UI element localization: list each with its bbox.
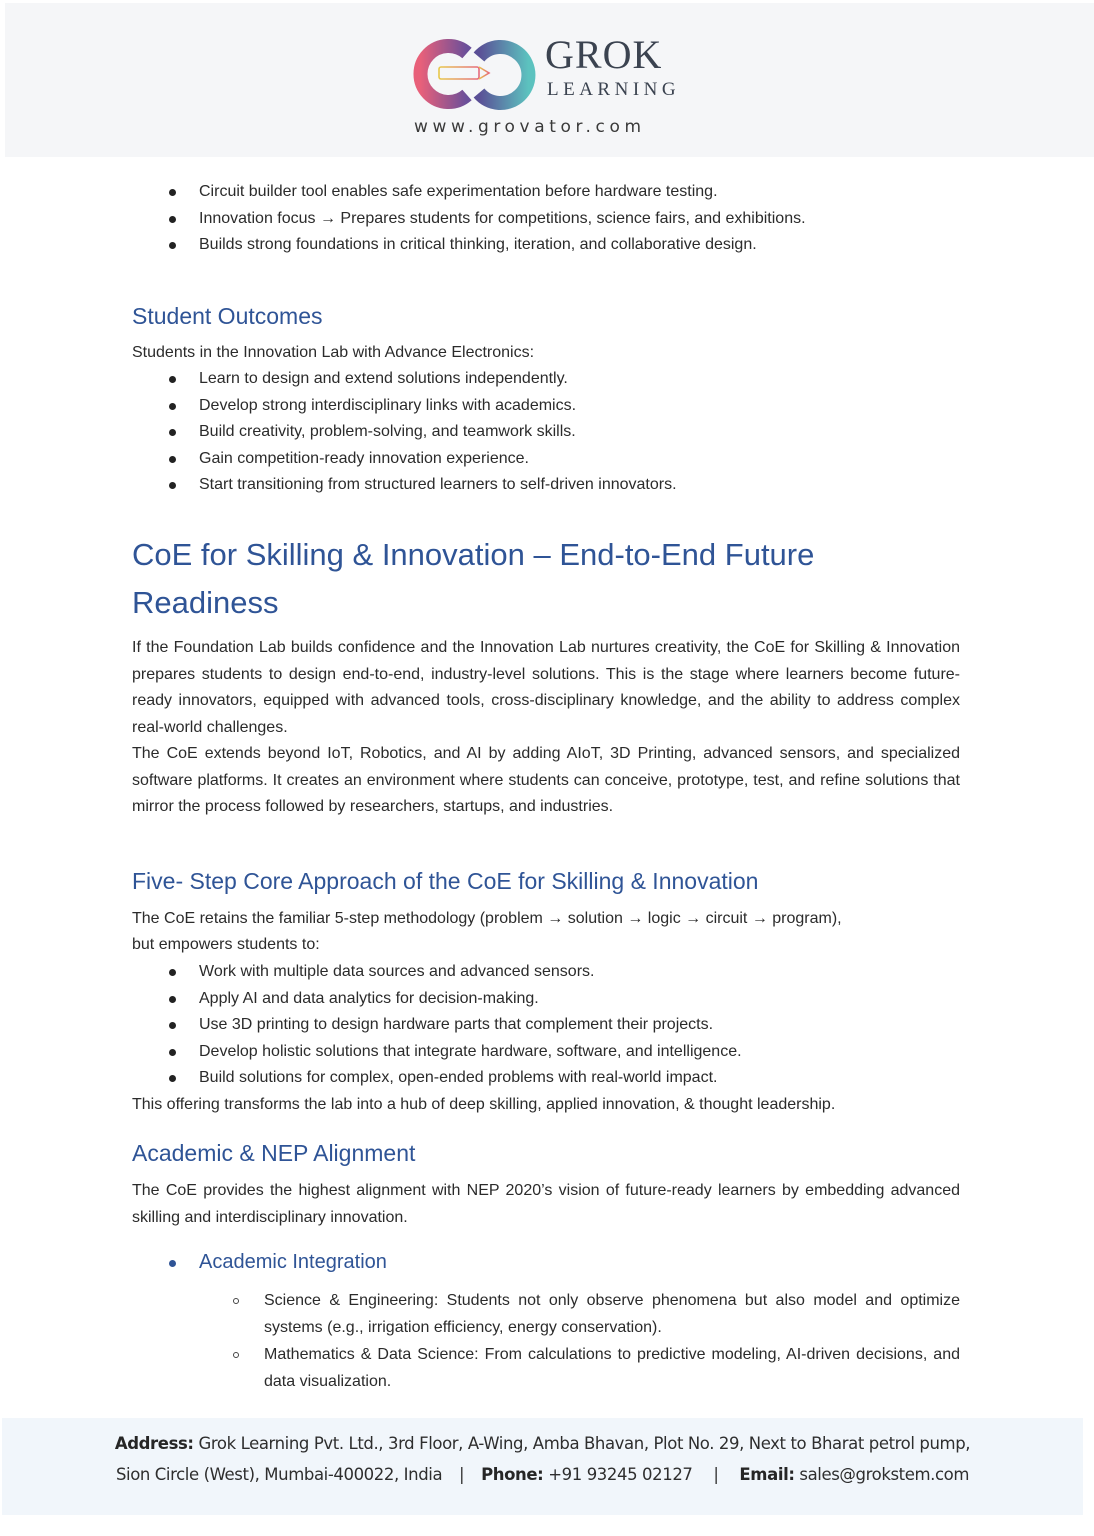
list-item: Apply AI and data analytics for decision-making.: [132, 986, 960, 1013]
footer-address-line-1: [2, 1434, 1083, 1453]
academic-integration-list: [132, 1287, 960, 1395]
bullet-icon: [169, 969, 176, 976]
footer-contact-line: [2, 1465, 1083, 1484]
separator: |: [713, 1465, 719, 1484]
list-item: Develop strong interdisciplinary links with academics.: [132, 393, 960, 420]
bullet-icon: [169, 1075, 176, 1082]
list-item: Work with multiple data sources and advanced sensors.: [132, 959, 960, 986]
five-step-lead-line-2: but empowers students to:: [132, 936, 320, 953]
hollow-bullet-icon: [233, 1298, 239, 1304]
five-step-list: [132, 959, 960, 1092]
logo-subtitle: LEARNING: [547, 79, 681, 100]
nep-heading: Academic & NEP Alignment: [132, 1140, 416, 1166]
nep-paragraph: The CoE provides the highest alignment with NEP 2020’s vision of future-ready learners by embedding advanced skilling and interdisciplinary innovation.: [132, 1182, 960, 1226]
student-outcomes-list: [132, 366, 960, 499]
bullet-icon: [169, 242, 176, 249]
list-item: Build creativity, problem-solving, and teamwork skills.: [132, 419, 960, 446]
bullet-icon: [169, 996, 176, 1003]
bullet-icon: [169, 456, 176, 463]
separator: |: [459, 1465, 465, 1484]
bullet-icon: [169, 1049, 176, 1056]
address-label: Address:: [114, 1434, 194, 1453]
list-item: Innovation focus → Prepares students for competitions, science fairs, and exhibitions.: [132, 206, 960, 233]
bullet-icon: [169, 189, 176, 196]
list-item: Learn to design and extend solutions independently.: [132, 366, 960, 393]
phone-number[interactable]: +91 93245 02127: [548, 1465, 693, 1484]
bullet-icon: [169, 216, 176, 223]
intro-bullet-list: [132, 179, 960, 259]
five-step-lead-line-1: The CoE retains the familiar 5-step methodology (problem → solution → logic → circuit → program),: [132, 910, 842, 927]
email-link[interactable]: sales@grokstem.com: [799, 1465, 970, 1484]
list-item: Mathematics & Data Science: From calculations to predictive modeling, AI-driven decisions, and data visualization.: [132, 1341, 960, 1395]
bullet-icon: [169, 1260, 176, 1267]
list-item: Build solutions for complex, open-ended problems with real-world impact.: [132, 1065, 960, 1092]
list-item: Gain competition-ready innovation experience.: [132, 446, 960, 473]
page-footer: [2, 1418, 1083, 1515]
coe-title-line-1: CoE for Skilling & Innovation – End-to-End Future: [132, 537, 815, 572]
list-item: Use 3D printing to design hardware parts that complement their projects.: [132, 1012, 960, 1039]
bullet-icon: [169, 429, 176, 436]
page-header: [5, 3, 1094, 157]
brand-logo: [409, 33, 709, 143]
list-item: Circuit builder tool enables safe experimentation before hardware testing.: [132, 179, 960, 206]
address-text-line-2: Sion Circle (West), Mumbai-400022, India: [115, 1465, 443, 1484]
bullet-icon: [169, 403, 176, 410]
hollow-bullet-icon: [233, 1352, 239, 1358]
list-item: Science & Engineering: Students not only observe phenomena but also model and optimize systems (e.g., irrigation efficiency, energy conservation).: [132, 1287, 960, 1341]
academic-integration-item: [132, 1249, 960, 1275]
five-step-heading: Five- Step Core Approach of the CoE for Skilling & Innovation: [132, 868, 759, 894]
phone-label: Phone:: [481, 1465, 544, 1484]
academic-integration-heading: Academic Integration: [199, 1251, 387, 1273]
bullet-icon: [169, 1022, 176, 1029]
email-label: Email:: [739, 1465, 795, 1484]
list-item: Builds strong foundations in critical thinking, iteration, and collaborative design.: [132, 232, 960, 259]
bullet-icon: [169, 376, 176, 383]
website-url[interactable]: www.grovator.com: [414, 117, 646, 137]
logo-wordmark: GROK: [545, 32, 663, 77]
coe-paragraph-1: If the Foundation Lab builds confidence and the Innovation Lab nurtures creativity, the CoE for Skilling & Innovation prepares students to design end-to-end, industry-level solutions. This is the stage where learners become future-ready innovators, equipped with advanced tools, cross-disciplinary knowledge, and the ability to address complex real-world challenges.: [132, 639, 960, 736]
list-item: Start transitioning from structured learners to self-driven innovators.: [132, 472, 960, 499]
student-outcomes-heading: Student Outcomes: [132, 303, 323, 329]
coe-paragraph-2: The CoE extends beyond IoT, Robotics, and AI by adding AIoT, 3D Printing, advanced sensors, and specialized software platforms. It creates an environment where students can conceive, prototype, test, and refine solutions that mirror the process followed by researchers, startups, and industries.: [132, 745, 960, 815]
coe-title-line-2: Readiness: [132, 585, 279, 620]
list-item: Develop holistic solutions that integrate hardware, software, and intelligence.: [132, 1039, 960, 1066]
address-text: Grok Learning Pvt. Ltd., 3rd Floor, A-Wing, Amba Bhavan, Plot No. 29, Next to Bharat petrol pump,: [198, 1434, 971, 1453]
infinity-pencil-logo-icon: [409, 37, 537, 111]
five-step-closing: This offering transforms the lab into a hub of deep skilling, applied innovation, & thought leadership.: [132, 1096, 836, 1113]
student-outcomes-lead: Students in the Innovation Lab with Advance Electronics:: [132, 344, 535, 361]
bullet-icon: [169, 482, 176, 489]
